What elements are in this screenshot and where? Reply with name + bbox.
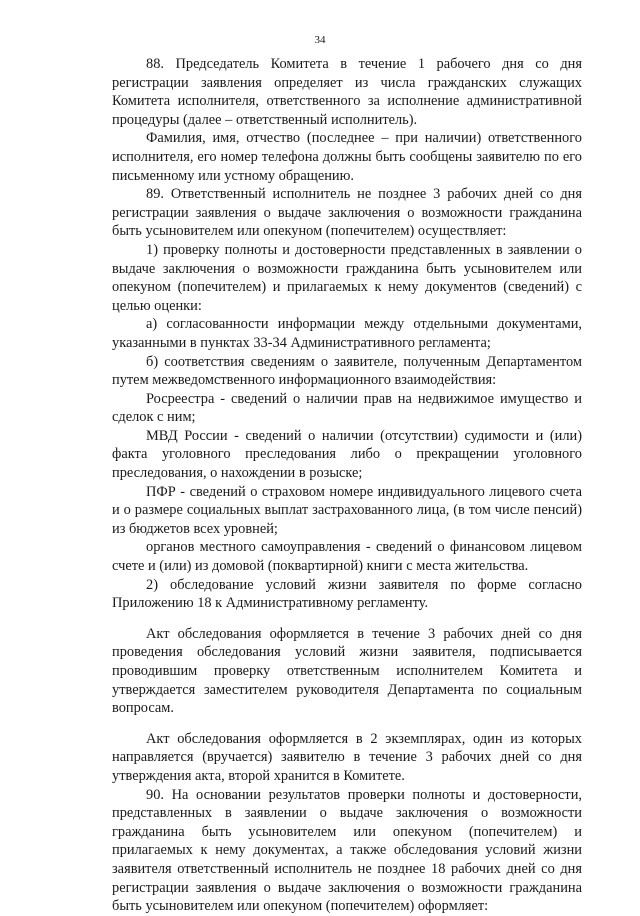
page-number: 34 [314,34,326,46]
paragraph-responsible-contact: Фамилия, имя, отчество (последнее – при наличии) ответственного исполнителя, его номер телефона должны быть сообщены заявителю по его письменному или устному обращению. [112,130,582,184]
paragraph-88: 88. Председатель Комитета в течение 1 рабочего дня со дня регистрации заявления определяет из числа гражданских служащих Комитета исполнителя, ответственного за исполнение административной процедуры (далее – ответственный исполнитель). [112,56,582,128]
paragraph-local-government: органов местного самоуправления - сведений о финансовом лицевом счете и (или) из домовой (поквартирной) книги с места жительства. [112,539,582,575]
paragraph-pfr: ПФР - сведений о страховом номере индивидуального лицевого счета и о размере социальных выплат застрахованного лица, (в том числе пенсий) из бюджетов всех уровней; [112,483,582,537]
paragraph-90: 90. На основании результатов проверки полноты и достоверности, представленных в заявлении о выдаче заключения о возможности гражданина быть усыновителем или опекуном (попечителем) и прилагаемых к нему документах, а также обследования условий жизни заявителя ответственный исполнитель не позднее 18 рабочих дней со дня регистрации заявления о выдаче заключения о возможности гражданина быть усыновителем или опекуном (попечителем) оформляет: [112,786,582,915]
paragraph-89: 89. Ответственный исполнитель не позднее 3 рабочих дней со дня регистрации заявления о выдаче заключения о возможности гражданина быть усыновителем или опекуном (попечителем) осуществляет: [112,186,582,240]
paragraph-rosreestr: Росреестра - сведений о наличии прав на недвижимое имущество и сделок с ним; [112,390,582,426]
paragraph-89-item-1b: б) соответствия сведениям о заявителе, полученным Департаментом путем межведомственного информационного взаимодействия: [112,353,582,389]
paragraph-89-item-2: 2) обследование условий жизни заявителя по форме согласно Приложению 18 к Административному регламенту. [112,576,582,612]
paragraph-inspection-copies: Акт обследования оформляется в 2 экземплярах, один из которых направляется (вручается) заявителю в течение 3 рабочих дней со дня утверждения акта, второй хранится в Комитете. [112,730,582,784]
paragraph-mvd: МВД России - сведений о наличии (отсутствии) судимости и (или) факта уголовного преследования либо о прекращении уголовного преследования, о нахождении в розыске; [112,427,582,482]
document-body [112,55,582,916]
paragraph-89-item-1a: а) согласованности информации между отдельными документами, указанными в пунктах 33-34 Административного регламента; [112,316,582,351]
paragraph-89-item-1: 1) проверку полноты и достоверности представленных в заявлении о выдаче заключения о возможности гражданина быть усыновителем или опекуном (попечителем) и прилагаемых к нему документов (сведений) с целью оценки: [112,241,582,314]
paragraph-inspection-act: Акт обследования оформляется в течение 3 рабочих дней со дня проведения обследования условий жизни заявителя, подписывается проводившим проверку ответственным исполнителем Комитета и утверждается заместителем руководителя Департамента по социальным вопросам. [112,625,582,717]
